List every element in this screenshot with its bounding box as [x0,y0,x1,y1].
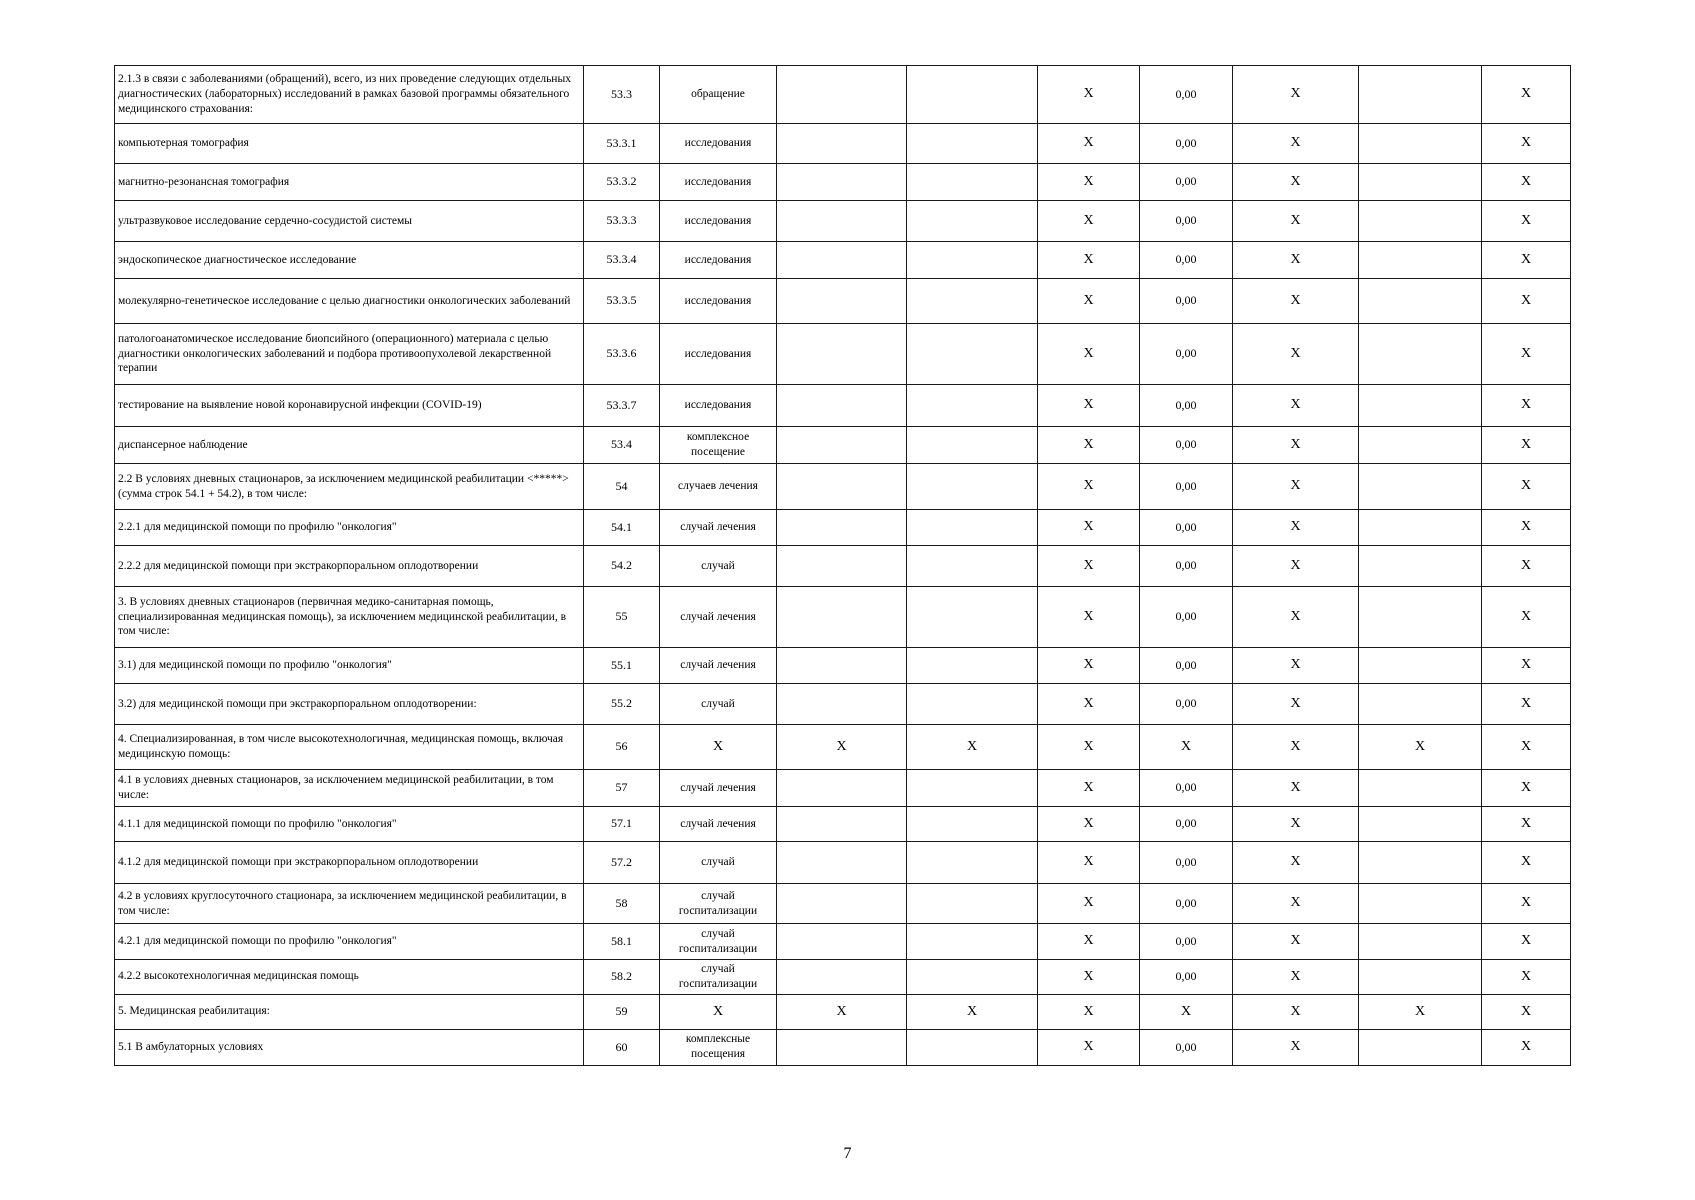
unit-cell: обращение [660,66,777,124]
table-row [115,587,1571,648]
col4-cell [777,960,907,995]
unit-cell: случай госпитализации [660,924,777,960]
row-name-cell: эндоскопическое диагностическое исследование [115,242,584,279]
col6-cell: Х [1038,510,1140,546]
unit-cell: случаев лечения [660,464,777,510]
unit-cell: случай госпитализации [660,960,777,995]
col5-cell: Х [907,994,1038,1029]
table-row [115,725,1571,770]
row-number-cell: 54.2 [584,546,660,587]
col6-cell: Х [1038,1029,1140,1065]
table-row [115,427,1571,464]
col4-cell [777,807,907,842]
row-number-cell: 53.3.4 [584,242,660,279]
value-cell: 0,00 [1140,66,1233,124]
col4-cell [777,427,907,464]
unit-cell: случай [660,684,777,725]
col9-cell: Х [1359,994,1482,1029]
table-row [115,546,1571,587]
col10-cell: Х [1482,684,1571,725]
col9-cell [1359,807,1482,842]
row-name-cell: 4.2 в условиях круглосуточного стационара, за исключением медицинской реабилитации, в том числе: [115,884,584,924]
row-number-cell: 57 [584,770,660,807]
col5-cell [907,510,1038,546]
col5-cell [907,684,1038,725]
row-name-cell: 2.2.1 для медицинской помощи по профилю "онкология" [115,510,584,546]
row-name-cell: 4. Специализированная, в том числе высокотехнологичная, медицинская помощь, включая медицинскую помощь: [115,725,584,770]
row-number-cell: 54 [584,464,660,510]
value-cell: Х [1140,725,1233,770]
row-number-cell: 60 [584,1029,660,1065]
row-number-cell: 53.3.3 [584,201,660,242]
row-name-cell: 4.2.1 для медицинской помощи по профилю "онкология" [115,924,584,960]
col10-cell: Х [1482,648,1571,684]
col6-cell: Х [1038,324,1140,385]
col8-cell: Х [1233,66,1359,124]
unit-cell: случай лечения [660,510,777,546]
col9-cell [1359,124,1482,164]
col10-cell: Х [1482,66,1571,124]
table-row [115,164,1571,201]
row-name-cell: компьютерная томография [115,124,584,164]
col5-cell [907,164,1038,201]
col9-cell [1359,201,1482,242]
col8-cell: Х [1233,725,1359,770]
col9-cell [1359,510,1482,546]
col10-cell: Х [1482,725,1571,770]
col10-cell: Х [1482,960,1571,995]
col10-cell: Х [1482,324,1571,385]
row-name-cell: 5. Медицинская реабилитация: [115,994,584,1029]
col5-cell [907,201,1038,242]
col4-cell [777,587,907,648]
col10-cell: Х [1482,124,1571,164]
col10-cell: Х [1482,884,1571,924]
col8-cell: Х [1233,164,1359,201]
col6-cell: Х [1038,884,1140,924]
col6-cell: Х [1038,201,1140,242]
value-cell: 0,00 [1140,648,1233,684]
col10-cell: Х [1482,464,1571,510]
col6-cell: Х [1038,960,1140,995]
col5-cell [907,279,1038,324]
row-number-cell: 53.3.1 [584,124,660,164]
value-cell: 0,00 [1140,884,1233,924]
unit-cell: исследования [660,324,777,385]
row-number-cell: 59 [584,994,660,1029]
value-cell: Х [1140,994,1233,1029]
page-number: 7 [843,1145,852,1162]
row-number-cell: 55.2 [584,684,660,725]
col10-cell: Х [1482,1029,1571,1065]
table-row [115,842,1571,884]
col8-cell: Х [1233,242,1359,279]
col8-cell: Х [1233,324,1359,385]
unit-cell: случай лечения [660,770,777,807]
unit-cell: случай [660,842,777,884]
col6-cell: Х [1038,684,1140,725]
col9-cell [1359,648,1482,684]
table-row [115,66,1571,124]
col10-cell: Х [1482,924,1571,960]
col9-cell [1359,66,1482,124]
value-cell: 0,00 [1140,587,1233,648]
value-cell: 0,00 [1140,164,1233,201]
col4-cell [777,546,907,587]
value-cell: 0,00 [1140,427,1233,464]
col8-cell: Х [1233,994,1359,1029]
col10-cell: Х [1482,164,1571,201]
col9-cell [1359,279,1482,324]
table-row [115,648,1571,684]
row-name-cell: 4.2.2 высокотехнологичная медицинская помощь [115,960,584,995]
col8-cell: Х [1233,510,1359,546]
col8-cell: Х [1233,807,1359,842]
table-row [115,324,1571,385]
row-number-cell: 58 [584,884,660,924]
col6-cell: Х [1038,994,1140,1029]
col4-cell [777,884,907,924]
row-name-cell: 3.1) для медицинской помощи по профилю "онкология" [115,648,584,684]
col10-cell: Х [1482,842,1571,884]
row-number-cell: 53.3 [584,66,660,124]
value-cell: 0,00 [1140,279,1233,324]
col5-cell [907,960,1038,995]
col5-cell [907,324,1038,385]
value-cell: 0,00 [1140,924,1233,960]
col4-cell [777,385,907,427]
col8-cell: Х [1233,884,1359,924]
table-row [115,684,1571,725]
col9-cell [1359,587,1482,648]
row-number-cell: 53.3.5 [584,279,660,324]
value-cell: 0,00 [1140,242,1233,279]
col5-cell [907,546,1038,587]
col4-cell [777,66,907,124]
unit-cell: случай лечения [660,648,777,684]
col6-cell: Х [1038,242,1140,279]
value-cell: 0,00 [1140,1029,1233,1065]
table-body [115,66,1571,1066]
row-name-cell: патологоанатомическое исследование биопсийного (операционного) материала с целью диагностики онкологических заболеваний и подбора противоопухолевой лекарственной терапии [115,324,584,385]
col5-cell [907,385,1038,427]
unit-cell: комплексное посещение [660,427,777,464]
col4-cell [777,279,907,324]
row-name-cell: 3.2) для медицинской помощи при экстракорпоральном оплодотворении: [115,684,584,725]
row-number-cell: 58.2 [584,960,660,995]
row-number-cell: 57.2 [584,842,660,884]
col5-cell [907,124,1038,164]
unit-cell: случай [660,546,777,587]
unit-cell: случай госпитализации [660,884,777,924]
value-cell: 0,00 [1140,807,1233,842]
row-name-cell: 4.1 в условиях дневных стационаров, за исключением медицинской реабилитации, в том числе: [115,770,584,807]
col10-cell: Х [1482,279,1571,324]
col5-cell [907,242,1038,279]
col8-cell: Х [1233,464,1359,510]
col4-cell [777,924,907,960]
medical-care-table [114,65,1571,1066]
value-cell: 0,00 [1140,464,1233,510]
col5-cell [907,66,1038,124]
row-name-cell: тестирование на выявление новой коронавирусной инфекции (COVID-19) [115,385,584,427]
col4-cell [777,164,907,201]
col6-cell: Х [1038,66,1140,124]
row-name-cell: 2.1.3 в связи с заболеваниями (обращений), всего, из них проведение следующих отдельных диагностических (лабораторных) исследований в рамках базовой программы обязательного медицинского страхования: [115,66,584,124]
col8-cell: Х [1233,385,1359,427]
row-number-cell: 54.1 [584,510,660,546]
col10-cell: Х [1482,385,1571,427]
col8-cell: Х [1233,684,1359,725]
col5-cell [907,884,1038,924]
row-name-cell: 2.2.2 для медицинской помощи при экстракорпоральном оплодотворении [115,546,584,587]
value-cell: 0,00 [1140,124,1233,164]
col4-cell [777,324,907,385]
value-cell: 0,00 [1140,385,1233,427]
col6-cell: Х [1038,427,1140,464]
col9-cell [1359,324,1482,385]
col5-cell [907,842,1038,884]
table-row [115,994,1571,1029]
col10-cell: Х [1482,427,1571,464]
col8-cell: Х [1233,124,1359,164]
col6-cell: Х [1038,587,1140,648]
col10-cell: Х [1482,587,1571,648]
col4-cell [777,770,907,807]
col4-cell [777,684,907,725]
col5-cell: Х [907,725,1038,770]
col10-cell: Х [1482,510,1571,546]
value-cell: 0,00 [1140,770,1233,807]
unit-cell: Х [660,994,777,1029]
row-number-cell: 58.1 [584,924,660,960]
row-name-cell: ультразвуковое исследование сердечно-сосудистой системы [115,201,584,242]
col6-cell: Х [1038,546,1140,587]
value-cell: 0,00 [1140,960,1233,995]
value-cell: 0,00 [1140,510,1233,546]
unit-cell: исследования [660,201,777,242]
col6-cell: Х [1038,725,1140,770]
col4-cell [777,464,907,510]
row-name-cell: 4.1.1 для медицинской помощи по профилю "онкология" [115,807,584,842]
value-cell: 0,00 [1140,842,1233,884]
table-row [115,242,1571,279]
row-name-cell: диспансерное наблюдение [115,427,584,464]
col4-cell: Х [777,725,907,770]
unit-cell: исследования [660,242,777,279]
row-number-cell: 56 [584,725,660,770]
value-cell: 0,00 [1140,201,1233,242]
col9-cell [1359,960,1482,995]
col5-cell [907,427,1038,464]
col5-cell [907,464,1038,510]
col9-cell [1359,464,1482,510]
col9-cell [1359,385,1482,427]
col8-cell: Х [1233,648,1359,684]
table-row [115,1029,1571,1065]
col4-cell [777,201,907,242]
col9-cell [1359,842,1482,884]
col6-cell: Х [1038,648,1140,684]
col9-cell [1359,924,1482,960]
col6-cell: Х [1038,842,1140,884]
unit-cell: исследования [660,385,777,427]
row-name-cell: магнитно-резонансная томография [115,164,584,201]
table-row [115,385,1571,427]
unit-cell: случай лечения [660,587,777,648]
col5-cell [907,587,1038,648]
table-row [115,124,1571,164]
col6-cell: Х [1038,164,1140,201]
col9-cell [1359,770,1482,807]
col4-cell: Х [777,994,907,1029]
row-number-cell: 53.3.7 [584,385,660,427]
unit-cell: Х [660,725,777,770]
col10-cell: Х [1482,770,1571,807]
row-name-cell: молекулярно-генетическое исследование с целью диагностики онкологических заболеваний [115,279,584,324]
table-row [115,884,1571,924]
col10-cell: Х [1482,994,1571,1029]
unit-cell: исследования [660,279,777,324]
col9-cell [1359,884,1482,924]
col9-cell [1359,684,1482,725]
col9-cell [1359,242,1482,279]
col6-cell: Х [1038,807,1140,842]
col8-cell: Х [1233,427,1359,464]
col9-cell [1359,427,1482,464]
col10-cell: Х [1482,807,1571,842]
col6-cell: Х [1038,464,1140,510]
row-number-cell: 53.3.2 [584,164,660,201]
table-row [115,201,1571,242]
row-name-cell: 5.1 В амбулаторных условиях [115,1029,584,1065]
col6-cell: Х [1038,770,1140,807]
col5-cell [907,1029,1038,1065]
row-number-cell: 53.4 [584,427,660,464]
col8-cell: Х [1233,1029,1359,1065]
col8-cell: Х [1233,587,1359,648]
row-number-cell: 55.1 [584,648,660,684]
col9-cell [1359,546,1482,587]
col10-cell: Х [1482,242,1571,279]
col8-cell: Х [1233,842,1359,884]
col5-cell [907,648,1038,684]
col6-cell: Х [1038,385,1140,427]
col4-cell [777,842,907,884]
col4-cell [777,1029,907,1065]
col8-cell: Х [1233,770,1359,807]
table-row [115,510,1571,546]
col4-cell [777,124,907,164]
col9-cell [1359,1029,1482,1065]
col10-cell: Х [1482,201,1571,242]
value-cell: 0,00 [1140,546,1233,587]
col8-cell: Х [1233,924,1359,960]
col4-cell [777,510,907,546]
unit-cell: случай лечения [660,807,777,842]
col4-cell [777,648,907,684]
unit-cell: исследования [660,124,777,164]
col6-cell: Х [1038,924,1140,960]
unit-cell: исследования [660,164,777,201]
row-name-cell: 4.1.2 для медицинской помощи при экстракорпоральном оплодотворении [115,842,584,884]
col6-cell: Х [1038,124,1140,164]
table-row [115,770,1571,807]
col6-cell: Х [1038,279,1140,324]
table-row [115,960,1571,995]
table-row [115,807,1571,842]
unit-cell: комплексные посещения [660,1029,777,1065]
col9-cell: Х [1359,725,1482,770]
table-row [115,924,1571,960]
row-number-cell: 55 [584,587,660,648]
col8-cell: Х [1233,201,1359,242]
col10-cell: Х [1482,546,1571,587]
row-number-cell: 57.1 [584,807,660,842]
row-name-cell: 3. В условиях дневных стационаров (первичная медико-санитарная помощь, специализированная медицинская помощь), за исключением медицинской реабилитации, в том числе: [115,587,584,648]
value-cell: 0,00 [1140,684,1233,725]
col9-cell [1359,164,1482,201]
table-row [115,279,1571,324]
col8-cell: Х [1233,546,1359,587]
col5-cell [907,924,1038,960]
col8-cell: Х [1233,279,1359,324]
col4-cell [777,242,907,279]
col5-cell [907,770,1038,807]
row-name-cell: 2.2 В условиях дневных стационаров, за исключением медицинской реабилитации <*****> (сумма строк 54.1 + 54.2), в том числе: [115,464,584,510]
table-row [115,464,1571,510]
col5-cell [907,807,1038,842]
value-cell: 0,00 [1140,324,1233,385]
col8-cell: Х [1233,960,1359,995]
row-number-cell: 53.3.6 [584,324,660,385]
